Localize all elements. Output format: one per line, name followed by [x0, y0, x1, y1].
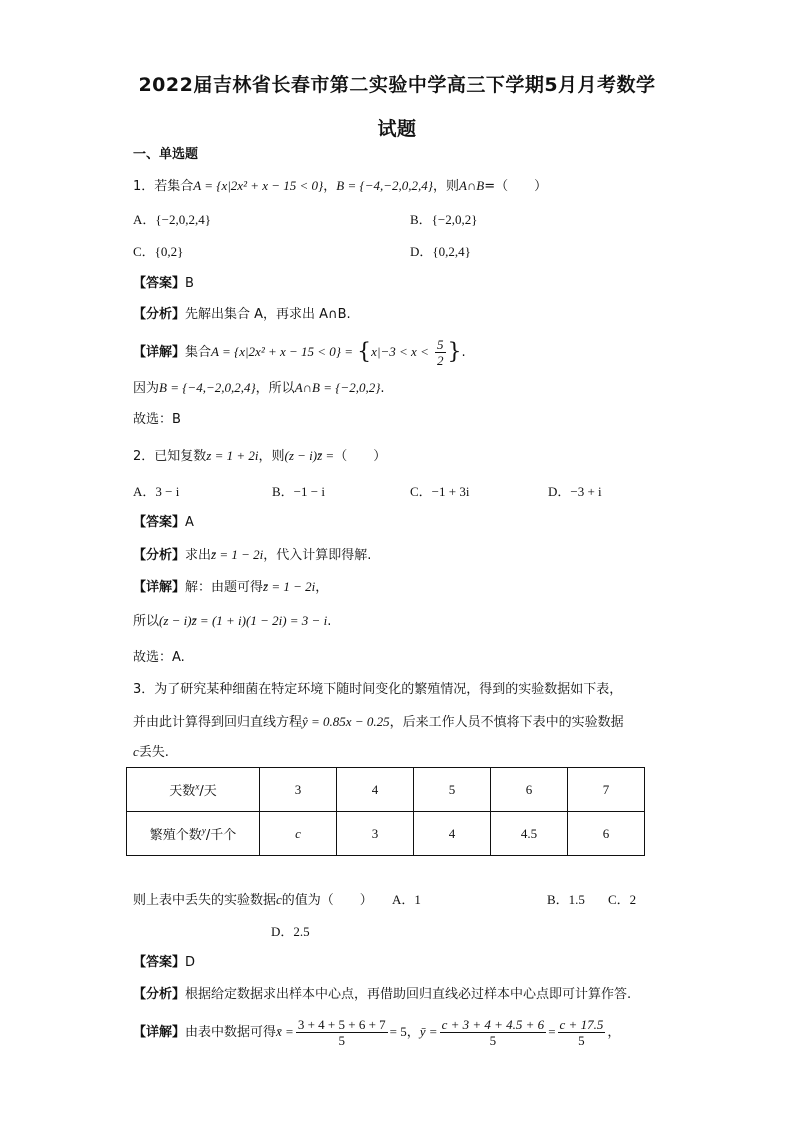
q1-stem-end: =（ ） — [484, 179, 548, 194]
q3-option-c: C．2 — [608, 892, 637, 907]
q2-so-end: . — [327, 614, 332, 629]
q2-answer-value: A — [185, 515, 194, 530]
head-var: x — [195, 781, 200, 792]
q2-analysis — [133, 545, 371, 566]
q2-detail-eq: z̄ = 1 − 2i — [263, 579, 316, 594]
q2-option-b: B．−1 − i — [272, 484, 325, 499]
q1-because-word: 因为 — [133, 381, 160, 396]
q1-stem-prefix: 1．若集合 — [133, 179, 194, 194]
q3-ask-post: 的值为（ ） — [281, 893, 373, 908]
q2-expr: (z − i)z̄ = — [284, 448, 335, 463]
q1-end-period: . — [380, 381, 385, 396]
q3-data-table — [126, 767, 645, 856]
q2-detail-pre: 解：由题可得 — [185, 580, 264, 595]
q2-stem — [133, 446, 386, 467]
page-title: 2022届吉林省长春市第二实验中学高三下学期5月月考数学 — [138, 74, 656, 96]
q1-sep: ， — [323, 179, 337, 194]
table-row — [127, 768, 645, 812]
q2-analysis-post: ，代入计算即得解. — [263, 548, 372, 563]
q3-detail-pre: 由表中数据可得 — [185, 1025, 277, 1040]
answer-tag: 【答案】 — [133, 276, 186, 291]
q1-stem — [133, 176, 547, 197]
page-title-line2: 试题 — [377, 118, 417, 140]
q3-answer-value: D — [185, 955, 196, 970]
analysis-tag: 【分析】 — [133, 987, 186, 1002]
fraction-five-halves — [435, 337, 446, 368]
head-unit: /天 — [199, 784, 217, 799]
frac-den: 5 — [489, 1033, 497, 1048]
q3-answer — [133, 953, 195, 973]
detail-tag: 【详解】 — [133, 580, 186, 595]
detail-tag: 【详解】 — [133, 1025, 186, 1040]
q1-detail — [133, 337, 466, 368]
q3-option-b: B．1.5 — [547, 892, 585, 907]
q1-set-b: B = {−4,−2,0,2,4} — [336, 178, 433, 193]
q2-so — [133, 611, 331, 632]
q3-option-d: D．2.5 — [271, 924, 310, 939]
table-cell: 4 — [414, 812, 491, 856]
frac-den: 5 — [578, 1033, 585, 1048]
head-text: 天数 — [169, 784, 196, 799]
q2-choose: 故选：A. — [133, 650, 185, 665]
q3-stem-line1: 3．为了研究某种细菌在特定环境下随时间变化的繁殖情况，得到的实验数据如下表， — [133, 682, 623, 697]
section-heading: 一、单选题 — [133, 147, 199, 162]
q1-choose: 故选：B — [133, 412, 181, 427]
table-cell: 3 — [260, 768, 337, 812]
q1-analysis-text: 先解出集合 A，再求出 A∩B. — [185, 307, 351, 322]
frac-num: c + 17.5 — [559, 1017, 604, 1032]
frac-num: 3 + 4 + 5 + 6 + 7 — [297, 1017, 386, 1032]
fraction-xbar — [296, 1017, 388, 1048]
q1-option-a: A．{−2,0,2,4} — [133, 212, 211, 227]
q1-answer — [133, 274, 194, 294]
answer-tag: 【答案】 — [133, 955, 186, 970]
table-head-count — [127, 812, 260, 856]
q2-stem-end: （ ） — [334, 449, 387, 464]
q1-because — [133, 378, 385, 399]
table-cell: 6 — [568, 812, 645, 856]
q3-option-a: A．1 — [392, 892, 421, 907]
q3-analysis-text: 根据给定数据求出样本中心点，再借助回归直线必过样本中心点即可计算作答. — [185, 987, 632, 1002]
left-brace-icon: { — [357, 339, 372, 365]
q2-option-d: D．−3 + i — [548, 484, 602, 499]
q2-z-def: z = 1 + 2i — [206, 448, 259, 463]
table-cell: 6 — [491, 768, 568, 812]
q3-xbar-value: = 5 — [389, 1024, 407, 1039]
table-cell: 4.5 — [491, 812, 568, 856]
analysis-tag: 【分析】 — [133, 307, 186, 322]
fraction-ybar — [440, 1017, 547, 1048]
q1-stem-mid: ，则 — [432, 179, 459, 194]
q2-stem-mid: ，则 — [258, 449, 285, 464]
q3-detail — [133, 1014, 620, 1051]
q2-analysis-eq: z̄ = 1 − 2i — [211, 547, 264, 562]
q3-ask-pre: 则上表中丢失的实验数据 — [133, 893, 277, 908]
q3-analysis — [133, 985, 631, 1005]
head-text: 繁殖个数 — [149, 828, 202, 843]
frac-den: 5 — [338, 1033, 345, 1048]
q1-answer-value: B — [185, 276, 194, 291]
q3-xbar: x̄ = — [276, 1024, 294, 1039]
frac-num: 5 — [437, 337, 444, 352]
q1-detail-eq: A = {x|2x² + x − 15 < 0} = — [211, 344, 354, 359]
detail-tag: 【详解】 — [133, 345, 186, 360]
table-cell: 4 — [337, 768, 414, 812]
q1-option-d: D．{0,2,4} — [410, 244, 471, 259]
q2-so-word: 所以 — [133, 614, 160, 629]
q2-analysis-pre: 求出 — [185, 548, 212, 563]
q1-option-c: C．{0,2} — [133, 244, 184, 259]
table-head-days — [127, 768, 260, 812]
table-cell: c — [260, 812, 337, 856]
head-var: y — [201, 825, 206, 836]
table-cell: 7 — [568, 768, 645, 812]
q2-option-c: C．−1 + 3i — [410, 484, 470, 499]
q1-because-b: B = {−4,−2,0,2,4} — [159, 380, 256, 395]
table-cell: 5 — [414, 768, 491, 812]
q2-so-eq: (z − i)z̄ = (1 + i)(1 − 2i) = 3 − i — [159, 613, 328, 628]
q1-set-a: A = {x|2x² + x − 15 < 0} — [193, 178, 324, 193]
q1-detail-result: x|−3 < x < — [371, 344, 429, 359]
q1-so-result: A∩B = {−2,0,2} — [294, 380, 381, 395]
q1-option-b: B．{−2,0,2} — [410, 212, 478, 227]
q2-detail — [133, 577, 328, 598]
q2-stem-prefix: 2．已知复数 — [133, 449, 207, 464]
q3-ybar: ȳ = — [419, 1024, 438, 1039]
q2-detail-post: ， — [315, 580, 329, 595]
q3-end: ， — [607, 1025, 621, 1040]
right-brace-icon: } — [447, 339, 462, 365]
q3-ask — [133, 890, 373, 911]
q1-intersect: A∩B — [458, 178, 485, 193]
q3-eq-sign: = — [548, 1024, 556, 1039]
q3-comma: ， — [406, 1025, 420, 1040]
q1-detail-period: . — [461, 345, 466, 360]
table-cell: 3 — [337, 812, 414, 856]
q3-stem-line3 — [133, 742, 169, 763]
q3-stem-line3-post: 丢失. — [138, 745, 169, 760]
q3-var-c: c — [133, 744, 139, 759]
q1-detail-prefix: 集合 — [185, 345, 212, 360]
frac-num: c + 3 + 4 + 4.5 + 6 — [441, 1017, 545, 1032]
head-unit: /千个 — [205, 828, 237, 843]
table-row — [127, 812, 645, 856]
analysis-tag: 【分析】 — [133, 548, 186, 563]
q3-stem-line2-post: ，后来工作人员不慎将下表中的实验数据 — [389, 715, 624, 730]
q1-so-word: ，所以 — [255, 381, 295, 396]
q2-answer — [133, 513, 194, 533]
q3-stem-line2 — [133, 712, 624, 733]
q3-ask-var: c — [276, 892, 282, 907]
q3-regression-eq: ŷ = 0.85x − 0.25 — [302, 714, 390, 729]
fraction-ybar-simplified — [558, 1017, 606, 1048]
frac-den: 2 — [437, 353, 444, 368]
q1-analysis — [133, 305, 351, 325]
q3-stem-line2-pre: 并由此计算得到回归直线方程 — [133, 715, 303, 730]
q2-option-a: A．3 − i — [133, 484, 180, 499]
answer-tag: 【答案】 — [133, 515, 186, 530]
